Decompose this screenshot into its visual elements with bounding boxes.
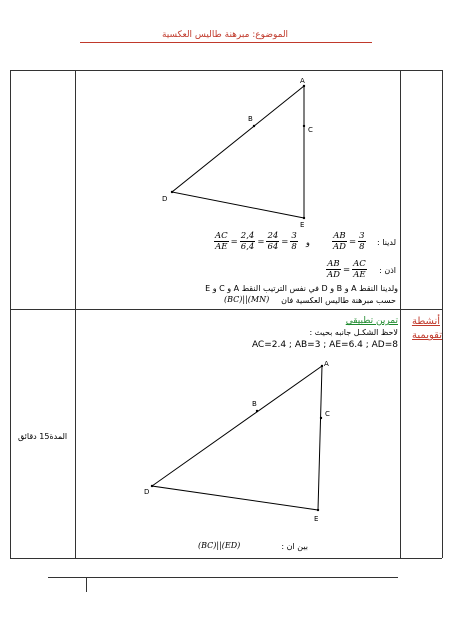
table-col-divider-left xyxy=(75,70,76,558)
exercise-title: تمرين تطبيقي xyxy=(345,316,398,326)
duration-label: المدة15 دقائق xyxy=(18,432,68,441)
ratio-equality: $\frac{AB}{AD}$ = $\frac{AC}{AE}$ xyxy=(327,259,366,280)
label-e-2: E xyxy=(314,515,319,523)
table-right-border xyxy=(442,70,443,558)
therefore-label: اذن : xyxy=(379,266,396,275)
table-bottom-border xyxy=(10,558,442,559)
point-c xyxy=(303,125,305,127)
fraction-3-8-second: $\frac{3}{8}$ xyxy=(291,231,297,252)
fraction-ac-ae-conclusion: $\frac{AC}{AE}$ xyxy=(353,259,366,280)
table-left-border xyxy=(10,70,11,558)
conclusion-row xyxy=(224,295,396,307)
label-a: A xyxy=(300,77,305,85)
prove-row xyxy=(198,541,308,553)
ac-ae-chain: $\frac{AC}{AE}$ = $\frac{2,4}{6,4}$ = $\frac{24}{64}$ = $\frac{3}{8}$ xyxy=(215,231,297,252)
point-b-2 xyxy=(256,410,258,412)
label-b: B xyxy=(248,115,253,123)
label-e: E xyxy=(300,221,305,229)
side-label-activities: أنشطة xyxy=(411,316,440,327)
side-label-evaluative: تقويمية xyxy=(412,330,442,341)
header-underline xyxy=(80,42,372,43)
triangle-figure-1 xyxy=(150,72,330,232)
footer-line xyxy=(48,577,398,578)
given-label: لدينا : xyxy=(377,238,396,247)
point-e xyxy=(303,217,305,219)
point-d-2 xyxy=(151,485,153,487)
point-a-2 xyxy=(321,365,323,367)
conclusion-sentence: حسب مبرهنة طاليس العكسية فان xyxy=(281,296,396,305)
triangle-shape xyxy=(172,86,304,218)
point-c-2 xyxy=(320,417,322,419)
given-equations-row xyxy=(214,231,396,255)
triangle-shape-2 xyxy=(152,366,322,510)
point-e-2 xyxy=(317,509,319,511)
triangle-figure-2 xyxy=(140,358,340,528)
ab-ad-chain: $\frac{AB}{AD}$ = $\frac{3}{8}$ xyxy=(333,231,365,252)
fraction-24-64-decimal: $\frac{2,4}{6,4}$ xyxy=(240,231,255,252)
point-b xyxy=(253,125,255,127)
and-word: و xyxy=(306,238,310,247)
label-d: D xyxy=(162,195,168,203)
label-a-2: A xyxy=(324,360,329,368)
prove-label: بين ان : xyxy=(281,542,308,551)
page-title: الموضوع: مبرهنة طاليس العكسية xyxy=(161,30,289,40)
label-c: C xyxy=(308,126,313,134)
label-c-2: C xyxy=(325,410,330,418)
exercise-instruction: لاحظ الشكـل جانبه بحيث : xyxy=(309,328,398,337)
table-col-divider-right xyxy=(400,70,401,558)
fraction-ab-ad-conclusion: $\frac{AB}{AD}$ xyxy=(327,259,340,280)
point-d xyxy=(171,191,173,193)
therefore-row xyxy=(326,259,396,283)
point-a xyxy=(303,85,305,87)
label-b-2: B xyxy=(252,400,257,408)
prove-math: (BC)||(ED) xyxy=(198,541,241,550)
points-order-sentence: ولدينا النقط A و B و D في نفس الترتيب النقط A و C و E xyxy=(205,284,398,293)
fraction-24-64: $\frac{24}{64}$ xyxy=(267,231,279,252)
footer-tick xyxy=(86,578,87,592)
label-d-2: D xyxy=(144,488,150,496)
fraction-ac-ae: $\frac{AC}{AE}$ xyxy=(215,231,228,252)
fraction-3-8: $\frac{3}{8}$ xyxy=(359,231,365,252)
conclusion-math: (BC)||(MN) xyxy=(224,295,270,304)
fraction-ab-ad: $\frac{AB}{AD}$ xyxy=(333,231,346,252)
exercise-values: AC=2.4 ; AB=3 ; AE=6.4 ; AD=8 xyxy=(251,340,398,350)
